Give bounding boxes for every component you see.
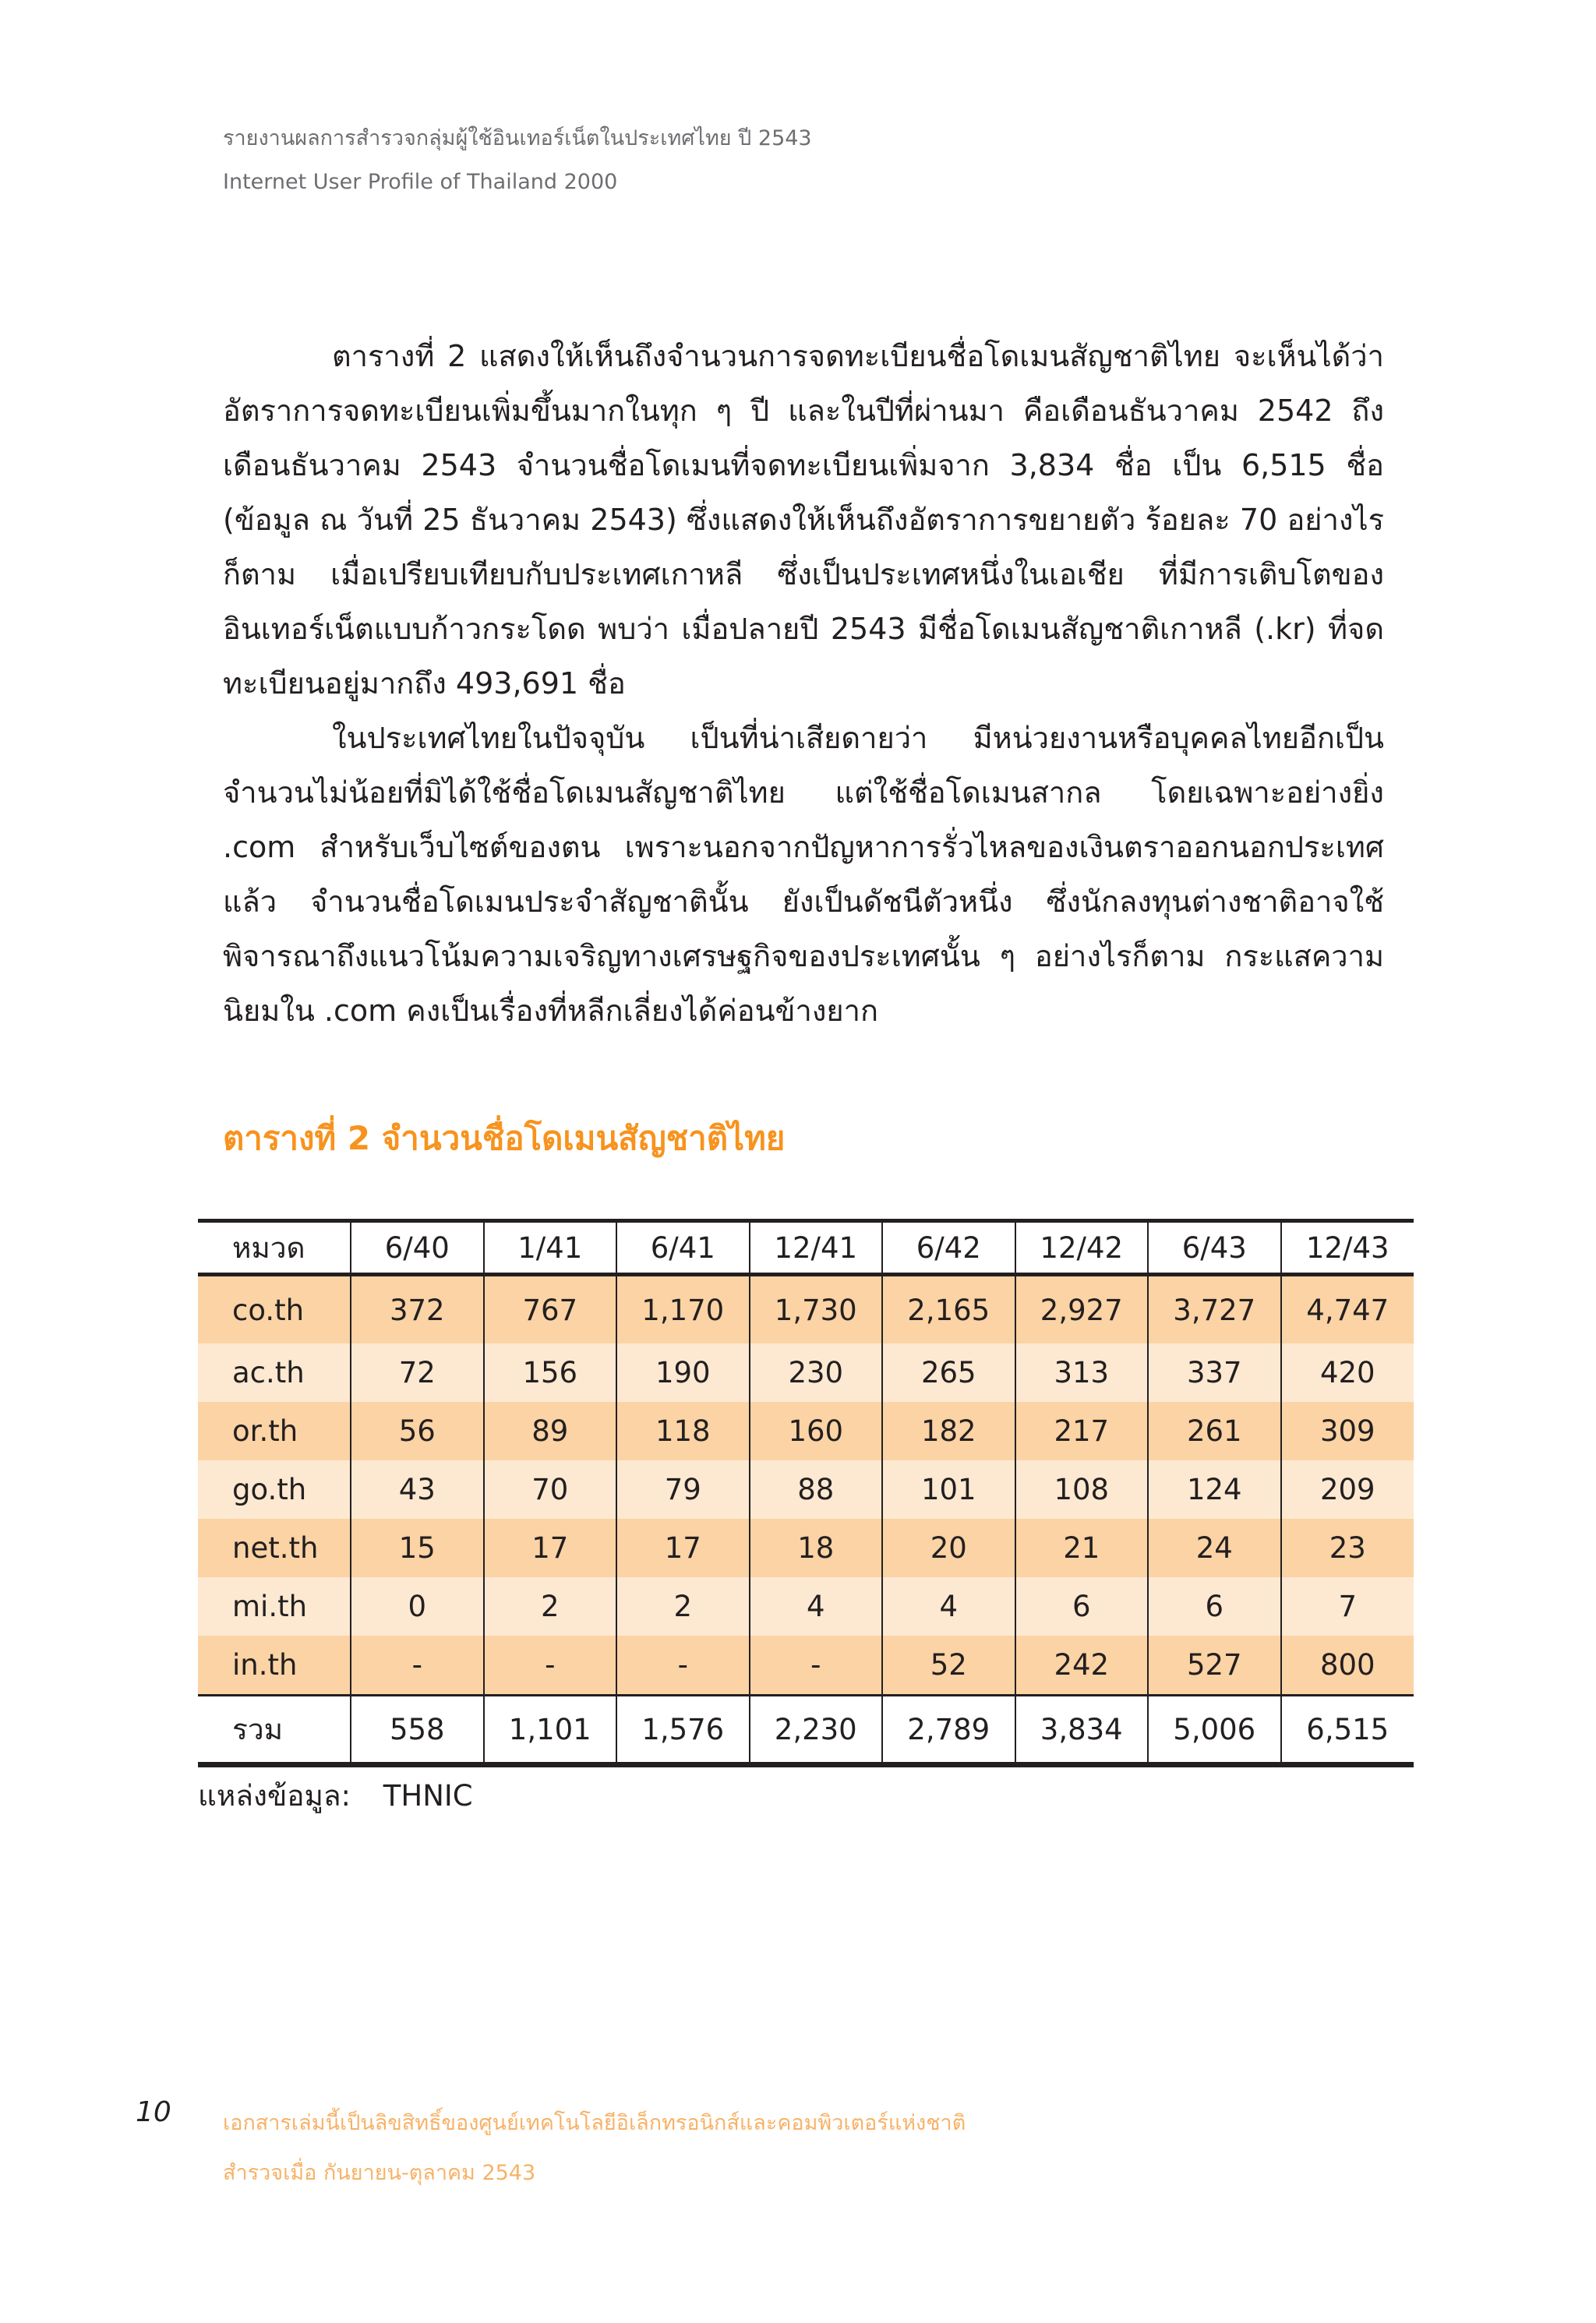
column-header: 6/42: [882, 1221, 1015, 1275]
table-cell: -: [616, 1636, 750, 1696]
table-cell: in.th: [232, 1648, 298, 1682]
table-cell: 3,834: [1015, 1696, 1149, 1765]
table-cell: 800: [1281, 1636, 1414, 1696]
table-row: [198, 1519, 1414, 1577]
table-cell: 23: [1281, 1519, 1414, 1577]
column-header: หมวด: [198, 1221, 351, 1275]
table-cell: 313: [1015, 1343, 1149, 1402]
page-footer: [223, 2099, 966, 2198]
paragraph-2: ในประเทศไทยในปัจจุบัน เป็นที่น่าเสียดายว่า มีหน่วยงานหรือบุคคลไทยอีกเป็นจำนวนไม่น้อยที่มิได้ใช้ชื่อโดเมนสัญชาติไทย แต่ใช้ชื่อโดเมนสากล โดยเฉพาะอย่างยิ่ง .com สำหรับเว็บไซต์ของตน เพราะนอกจากปัญหาการรั่วไหลของเงินตราออกนอกประเทศแล้ว จำนวนชื่อโดเมนประจำสัญชาตินั้น ยังเป็นดัชนีตัวหนึ่ง ซึ่งนักลงทุนต่างชาติอาจใช้พิจารณาถึงแนวโน้มความเจริญทางเศรษฐกิจของประเทศนั้น ๆ อย่างไรก็ตาม กระแสความนิยมใน .com คงเป็นเรื่องที่หลีกเลี่ยงได้ค่อนข้างยาก: [223, 721, 1384, 1028]
table-cell: 24: [1148, 1519, 1281, 1577]
body-text: [223, 329, 1384, 1038]
paragraph-1: ตารางที่ 2 แสดงให้เห็นถึงจำนวนการจดทะเบียนชื่อโดเมนสัญชาติไทย จะเห็นได้ว่าอัตราการจดทะเบียนเพิ่มขึ้นมากในทุก ๆ ปี และในปีที่ผ่านมา คือเดือนธันวาคม 2542 ถึงเดือนธันวาคม 2543 จำนวนชื่อโดเมนที่จดทะเบียนเพิ่มจาก 3,834 ชื่อ เป็น 6,515 ชื่อ (ข้อมูล ณ วันที่ 25 ธันวาคม 2543) ซึ่งแสดงให้เห็นถึงอัตราการขยายตัว ร้อยละ 70 อย่างไรก็ตาม เมื่อเปรียบเทียบกับประเทศเกาหลี ซึ่งเป็นประเทศหนึ่งในเอเชีย ที่มีการเติบโตของอินเทอร์เน็ตแบบก้าวกระโดด พบว่า เมื่อปลายปี 2543 มีชื่อโดเมนสัญชาติเกาหลี (.kr) ที่จดทะเบียนอยู่มากถึง 493,691 ชื่อ: [223, 339, 1384, 701]
table-cell: 309: [1281, 1402, 1414, 1460]
table-cell: 88: [750, 1460, 883, 1519]
running-header-thai: รายงานผลการสำรวจกลุ่มผู้ใช้อินเทอร์เน็ตในประเทศไทย ปี 2543: [223, 126, 812, 150]
table-cell: 2,927: [1015, 1275, 1149, 1344]
table-cell: -: [750, 1636, 883, 1696]
table-cell: ac.th: [232, 1356, 305, 1389]
table-cell: 2,165: [882, 1275, 1015, 1344]
table-row: [198, 1636, 1414, 1696]
table-cell: รวม: [232, 1712, 284, 1746]
table-cell: mi.th: [232, 1590, 308, 1623]
table-cell: 2: [484, 1577, 617, 1636]
table-source: [198, 1773, 473, 1819]
table-cell: 242: [1015, 1636, 1149, 1696]
table-cell: 337: [1148, 1343, 1281, 1402]
table-cell: 52: [882, 1636, 1015, 1696]
table-cell: 217: [1015, 1402, 1149, 1460]
column-header: 12/43: [1281, 1221, 1414, 1275]
table-cell: or.th: [232, 1414, 298, 1448]
table-cell: 4: [750, 1577, 883, 1636]
table-cell: 558: [351, 1696, 484, 1765]
table-cell: 2: [616, 1577, 750, 1636]
table-cell: 89: [484, 1402, 617, 1460]
column-header: 1/41: [484, 1221, 617, 1275]
running-header-english: Internet User Profile of Thailand 2000: [223, 170, 618, 194]
table-cell: 3,727: [1148, 1275, 1281, 1344]
table-cell: 156: [484, 1343, 617, 1402]
table-cell: 6: [1015, 1577, 1149, 1636]
table-cell: 261: [1148, 1402, 1281, 1460]
table-cell: 209: [1281, 1460, 1414, 1519]
table-cell: 160: [750, 1402, 883, 1460]
table-cell: 108: [1015, 1460, 1149, 1519]
page-number: 10: [136, 2096, 171, 2128]
source-label: แหล่งข้อมูล:: [198, 1779, 351, 1813]
table-cell: 0: [351, 1577, 484, 1636]
table-cell: 420: [1281, 1343, 1414, 1402]
table-cell: 6,515: [1281, 1696, 1414, 1765]
table-cell: 20: [882, 1519, 1015, 1577]
table-cell: -: [484, 1636, 617, 1696]
table-cell: 56: [351, 1402, 484, 1460]
table-total-row: [198, 1696, 1414, 1765]
table-cell: 1,170: [616, 1275, 750, 1344]
table-cell: 15: [351, 1519, 484, 1577]
table-cell: 230: [750, 1343, 883, 1402]
table-cell: 101: [882, 1460, 1015, 1519]
table-cell: 1,730: [750, 1275, 883, 1344]
table-cell: net.th: [232, 1531, 319, 1565]
domain-table-container: [198, 1219, 1414, 1767]
running-header: [223, 117, 812, 204]
table-cell: 527: [1148, 1636, 1281, 1696]
table-cell: 72: [351, 1343, 484, 1402]
table-cell: 2,789: [882, 1696, 1015, 1765]
table-title: ตารางที่ 2 จำนวนชื่อโดเมนสัญชาติไทย: [223, 1119, 786, 1157]
table-cell: 124: [1148, 1460, 1281, 1519]
column-header: 6/40: [351, 1221, 484, 1275]
column-header: 6/41: [616, 1221, 750, 1275]
table-cell: 70: [484, 1460, 617, 1519]
table-cell: 190: [616, 1343, 750, 1402]
table-cell: 18: [750, 1519, 883, 1577]
table-cell: 21: [1015, 1519, 1149, 1577]
table-cell: 2,230: [750, 1696, 883, 1765]
table-cell: co.th: [232, 1293, 305, 1327]
table-cell: 265: [882, 1343, 1015, 1402]
column-header: 12/42: [1015, 1221, 1149, 1275]
domain-table: [198, 1219, 1414, 1767]
table-row: [198, 1343, 1414, 1402]
table-cell: 17: [484, 1519, 617, 1577]
table-cell: 4: [882, 1577, 1015, 1636]
table-cell: 6: [1148, 1577, 1281, 1636]
table-cell: 17: [616, 1519, 750, 1577]
table-cell: 372: [351, 1275, 484, 1344]
source-value: THNIC: [383, 1779, 473, 1813]
table-cell: 767: [484, 1275, 617, 1344]
table-cell: 43: [351, 1460, 484, 1519]
table-row: [198, 1460, 1414, 1519]
table-cell: 118: [616, 1402, 750, 1460]
table-row: [198, 1275, 1414, 1344]
column-header: 12/41: [750, 1221, 883, 1275]
table-cell: 79: [616, 1460, 750, 1519]
table-row: [198, 1577, 1414, 1636]
column-header: 6/43: [1148, 1221, 1281, 1275]
footer-survey-date: สำรวจเมื่อ กันยายน-ตุลาคม 2543: [223, 2161, 536, 2185]
table-cell: 7: [1281, 1577, 1414, 1636]
table-header-row: [198, 1221, 1414, 1275]
table-cell: 1,576: [616, 1696, 750, 1765]
table-cell: 1,101: [484, 1696, 617, 1765]
table-cell: go.th: [232, 1473, 307, 1506]
footer-copyright: เอกสารเล่มนี้เป็นลิขสิทธิ์ของศูนย์เทคโนโลยีอิเล็กทรอนิกส์และคอมพิวเตอร์แห่งชาติ: [223, 2111, 966, 2135]
table-cell: -: [351, 1636, 484, 1696]
table-cell: 182: [882, 1402, 1015, 1460]
table-cell: 5,006: [1148, 1696, 1281, 1765]
table-row: [198, 1402, 1414, 1460]
table-cell: 4,747: [1281, 1275, 1414, 1344]
